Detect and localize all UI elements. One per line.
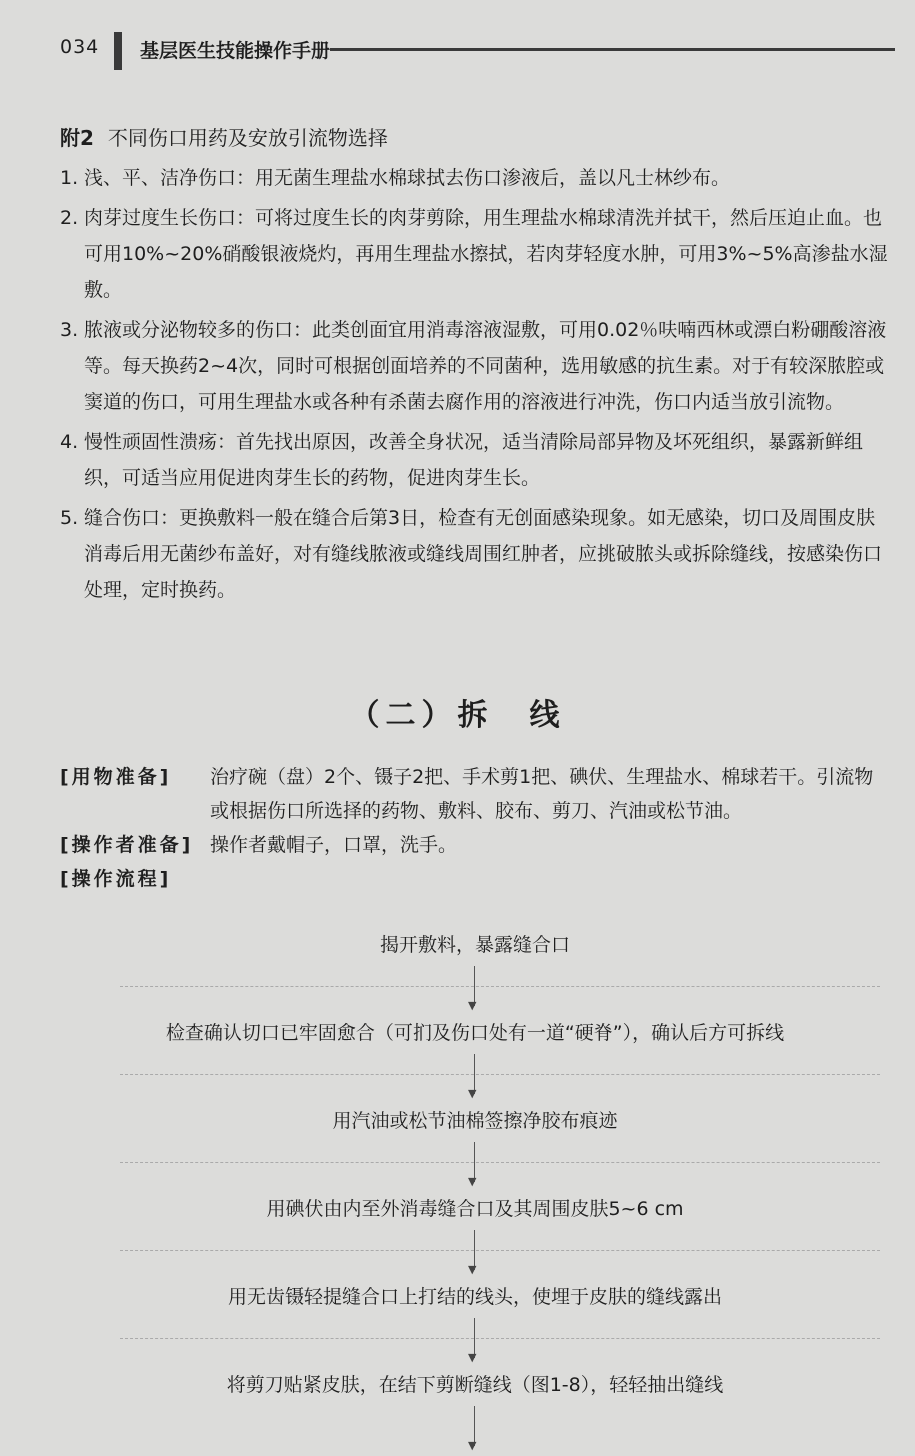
- prep-row: [60, 862, 890, 896]
- list-item-text: 肉芽过度生长伤口：可将过度生长的肉芽剪除，用生理盐水棉球清洗并拭干，然后压迫止血。也可用10%~20%硝酸银液烧灼，再用生理盐水擦拭，若肉芽轻度水肿，可用3%~5%高渗盐水湿敷。: [84, 207, 888, 301]
- flow-step: 揭开敷料，暴露缝合口: [379, 934, 570, 956]
- flow-arrow: [60, 962, 890, 1016]
- arrow-down-icon: ▼: [468, 1087, 477, 1100]
- flow-arrow: [60, 1402, 890, 1456]
- list-item: [60, 424, 890, 496]
- arrow-down-icon: ▼: [468, 1351, 477, 1364]
- prep-value: [210, 862, 890, 896]
- flow-arrow: [60, 1314, 890, 1368]
- list-item-text: 慢性顽固性溃疡：首先找出原因，改善全身状况，适当清除局部异物及坏死组织，暴露新鲜组织，可适当应用促进肉芽生长的药物，促进肉芽生长。: [84, 431, 864, 489]
- flow-arrow: [60, 1138, 890, 1192]
- prep-label: [操作流程]: [60, 868, 172, 890]
- procedure-flowchart: [60, 928, 890, 1456]
- appendix-label: 附2: [60, 126, 94, 150]
- prep-label: [操作者准备]: [60, 834, 194, 856]
- list-item: [60, 160, 890, 196]
- list-item-text: 脓液或分泌物较多的伤口：此类创面宜用消毒溶液湿敷，可用0.02％呋喃西林或漂白粉硼酸溶液等。每天换药2~4次，同时可根据创面培养的不同菌种，选用敏感的抗生素。对于有较深脓腔或窦道的伤口，可用生理盐水或各种有杀菌去腐作用的溶液进行冲洗，伤口内适当放引流物。: [84, 319, 887, 413]
- list-item-text: 缝合伤口：更换敷料一般在缝合后第3日，检查有无创面感染现象。如无感染，切口及周围皮肤消毒后用无菌纱布盖好，对有缝线脓液或缝线周围红肿者，应挑破脓头或拆除缝线，按感染伤口处理，定时换药。: [84, 507, 883, 601]
- header-divider-bar: [114, 32, 122, 70]
- flow-arrow: [60, 1226, 890, 1280]
- flow-step: 用碘伏由内至外消毒缝合口及其周围皮肤5~6 cm: [266, 1198, 684, 1220]
- arrow-down-icon: ▼: [468, 1175, 477, 1188]
- arrow-down-icon: ▼: [468, 999, 477, 1012]
- book-title: 基层医生技能操作手册: [140, 40, 331, 62]
- header-rule: [330, 48, 895, 51]
- list-item-text: 浅、平、洁净伤口：用无菌生理盐水棉球拭去伤口渗液后，盖以凡士林纱布。: [84, 167, 731, 189]
- list-item-number: 2.: [60, 207, 79, 229]
- flow-step: 用汽油或松节油棉签擦净胶布痕迹: [332, 1110, 618, 1132]
- list-item-number: 3.: [60, 319, 79, 341]
- arrow-down-icon: ▼: [468, 1263, 477, 1276]
- list-item-number: 1.: [60, 167, 79, 189]
- section-title: （二）拆 线: [349, 698, 566, 733]
- preparation-block: [60, 760, 890, 896]
- prep-row: [60, 828, 890, 862]
- flow-arrow: [60, 1050, 890, 1104]
- list-item: [60, 312, 890, 420]
- list-item-number: 4.: [60, 431, 79, 453]
- flow-step: 用无齿镊轻提缝合口上打结的线头，使埋于皮肤的缝线露出: [227, 1286, 722, 1308]
- page-number: 034: [60, 36, 100, 58]
- appendix-heading: [60, 120, 890, 156]
- flow-step: 检查确认切口已牢固愈合（可扪及伤口处有一道“硬脊”），确认后方可拆线: [165, 1022, 785, 1044]
- arrow-down-icon: ▼: [468, 1439, 477, 1452]
- list-item: [60, 500, 890, 608]
- appendix-title: 不同伤口用药及安放引流物选择: [107, 126, 388, 150]
- prep-row: [60, 760, 890, 828]
- running-header: [60, 32, 915, 72]
- prep-label: [用物准备]: [60, 766, 172, 788]
- list-item: [60, 200, 890, 308]
- appendix-section: [60, 120, 890, 612]
- list-item-number: 5.: [60, 507, 79, 529]
- prep-value: 治疗碗（盘）2个、镊子2把、手术剪1把、碘伏、生理盐水、棉球若干。引流物或根据伤口所选择的药物、敷料、胶布、剪刀、汽油或松节油。: [210, 766, 874, 822]
- prep-value: 操作者戴帽子，口罩，洗手。: [210, 834, 458, 856]
- flow-step: 将剪刀贴紧皮肤，在结下剪断缝线（图1-8），轻轻抽出缝线: [226, 1374, 724, 1396]
